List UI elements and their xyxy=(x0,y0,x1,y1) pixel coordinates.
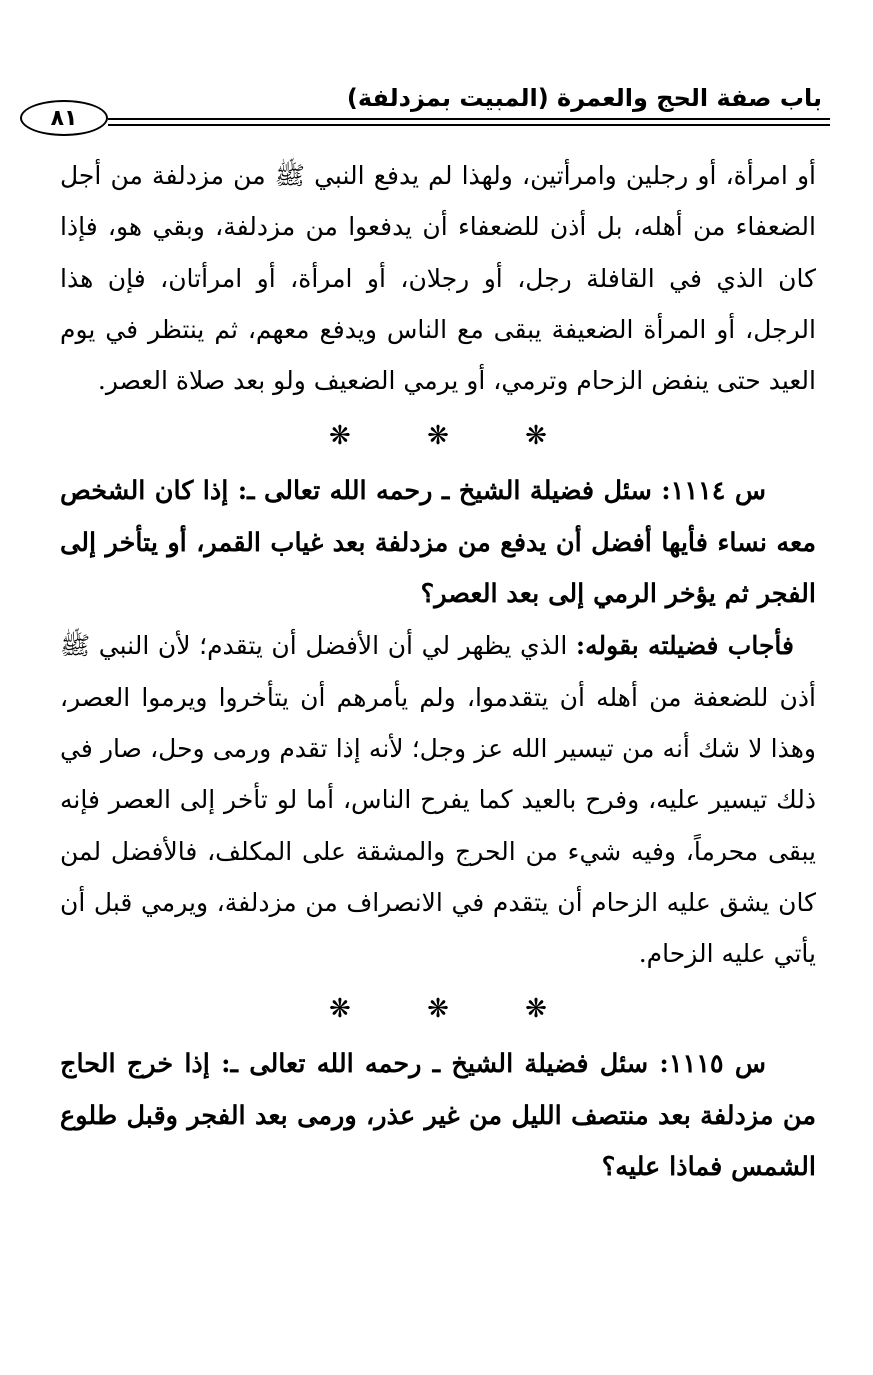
header-rule xyxy=(108,124,830,126)
answer-lead: فأجاب فضيلته بقوله: xyxy=(575,631,794,661)
chapter-title: باب صفة الحج والعمرة (المبيت بمزدلفة) xyxy=(346,84,822,112)
page-number-text: ٨١ xyxy=(50,105,78,131)
page-number xyxy=(20,100,108,136)
answer-text: الذي يظهر لي أن الأفضل أن يتقدم؛ لأن النبي ﷺ أذن للضعفة من أهله أن يتقدموا، ولم يأمرهم أن يتأخروا ويرموا العصر، وهذا لا شك أنه من تيسير الله عز وجل؛ لأنه إذا تقدم ورمى وحل، صار في ذلك تيسير عليه، وفرح بالعيد كما يفرح الناس، أما لو تأخر إلى العصر فإنه يبقى محرماً، وفيه شيء من الحرج والمشقة على المكلف، فالأفضل لمن كان يشق عليه الزحام أن يتقدم في الانصراف من مزدلفة، ويرمي قبل أن يأتي عليه الزحام. xyxy=(60,631,816,969)
question-1115: س ١١١٥: سئل فضيلة الشيخ ـ رحمه الله تعالى ـ: إذا خرج الحاج من مزدلفة بعد منتصف الليل من غير عذر، ورمى بعد الفجر وقبل طلوع الشمس فماذا عليه؟ xyxy=(60,1049,816,1183)
answer-1114 xyxy=(60,620,816,979)
section-separator: ❋ ❋ ❋ xyxy=(329,421,581,452)
page-body xyxy=(60,150,816,1193)
paragraph: أو امرأة، أو رجلين وامرأتين، ولهذا لم يدفع النبي ﷺ من مزدلفة من أجل الضعفاء من أهله، بل أذن للضعفاء أن يدفعوا من مزدلفة، وبقي هو، فإذا كان الذي في القافلة رجل، أو رجلان، أو امرأة، أو امرأتان، فإن هذا الرجل، أو المرأة الضعيفة يبقى مع الناس ويدفع معهم، ثم ينتظر في يوم العيد حتى ينفض الزحام وترمي، أو يرمي الضعيف ولو بعد صلاة العصر. xyxy=(60,161,816,396)
section-separator: ❋ ❋ ❋ xyxy=(329,994,581,1025)
header-rule xyxy=(108,118,830,120)
page-header xyxy=(20,82,830,132)
question-1114: س ١١١٤: سئل فضيلة الشيخ ـ رحمه الله تعالى ـ: إذا كان الشخص معه نساء فأيها أفضل أن يدفع من مزدلفة بعد غياب القمر، أو يتأخر إلى الفجر ثم يؤخر الرمي إلى بعد العصر؟ xyxy=(60,476,816,610)
